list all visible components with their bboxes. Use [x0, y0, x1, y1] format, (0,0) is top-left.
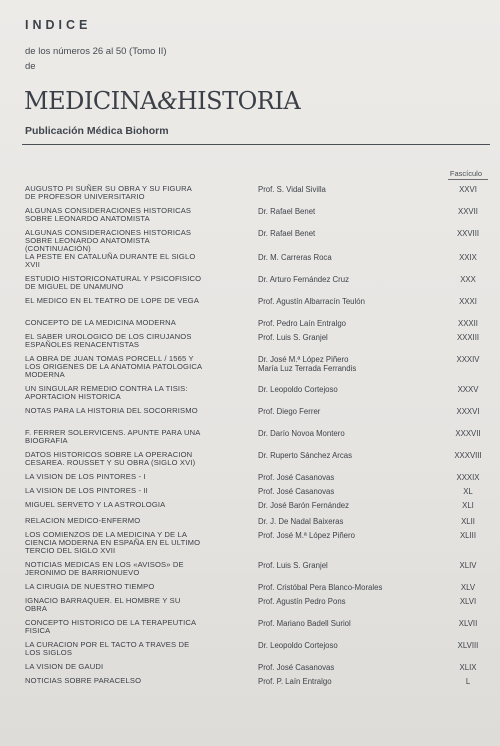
entry-author: Prof. José M.ª López Piñero [258, 531, 355, 540]
index-entry [0, 531, 500, 561]
index-entry [0, 253, 500, 275]
index-entry [0, 641, 500, 663]
entry-author: Prof. Luis S. Granjel [258, 561, 328, 570]
entry-title: LA CIRUGIA DE NUESTRO TIEMPO [25, 582, 155, 591]
entry-author: Prof. Cristóbal Pera Blanco-Morales [258, 583, 383, 592]
entry-fasciculo: XL [463, 487, 473, 496]
entry-fasciculo: XXXV [457, 385, 479, 394]
entry-author: Prof. Luis S. Granjel [258, 333, 328, 342]
entry-author: Dr. Darío Novoa Montero [258, 429, 345, 438]
entry-author: Prof. José Casanovas [258, 663, 335, 672]
entry-fasciculo: XXVIII [456, 229, 480, 238]
entry-title: LA VISION DE LOS PINTORES - I [25, 472, 146, 481]
entry-fasciculo: XXXVI [456, 407, 480, 416]
entry-fasciculo: XLVI [459, 597, 477, 606]
logo-word-medicina: MEDICINA [24, 87, 157, 115]
entry-title: AUGUSTO PI SUÑER SU OBRA Y SU FIGURA DE PROFESOR UNIVERSITARIO [25, 184, 192, 202]
volume-range: de los números 26 al 50 (Tomo II) [25, 46, 167, 57]
entry-title: IGNACIO BARRAQUER. EL HOMBRE Y SU OBRA [25, 596, 181, 614]
entry-fasciculo: XXVII [458, 207, 478, 216]
entry-author: Dr. Leopoldo Cortejoso [258, 385, 338, 394]
column-header-fasciculo: Fascículo [449, 169, 482, 178]
entry-fasciculo: XXIX [459, 253, 477, 262]
entry-author: Prof. José Casanovas [258, 473, 335, 482]
index-entry [0, 451, 500, 473]
entry-fasciculo: XLVIII [457, 641, 479, 650]
index-entry [0, 583, 500, 597]
index-entry [0, 501, 500, 517]
index-entry [0, 207, 500, 229]
entry-title: LA OBRA DE JUAN TOMAS PORCELL / 1565 Y LOS ORIGENES DE LA ANATOMIA PATOLOGICA MODERNA [25, 354, 202, 380]
entry-fasciculo: XLIX [459, 663, 477, 672]
entry-fasciculo: XLI [462, 501, 474, 510]
entry-title: EL MEDICO EN EL TEATRO DE LOPE DE VEGA [25, 296, 200, 305]
entry-author: Dr. Rafael Benet [258, 207, 316, 216]
index-entry [0, 333, 500, 355]
entry-title: MIGUEL SERVETO Y LA ASTROLOGIA [25, 500, 166, 509]
entry-author: Prof. José Casanovas [258, 487, 335, 496]
entry-title: EL SABER UROLOGICO DE LOS CIRUJANOS ESPAÑOLES RENACENTISTAS [25, 332, 192, 350]
index-entry [0, 319, 500, 333]
index-entry [0, 597, 500, 619]
entry-title: LA VISION DE GAUDI [25, 662, 104, 671]
entry-title: UN SINGULAR REMEDIO CONTRA LA TISIS: APORTACION HISTORICA [25, 384, 188, 402]
entry-author: Prof. Diego Ferrer [258, 407, 321, 416]
logo-ampersand: & [157, 86, 177, 115]
entry-author: Prof. Agustín Albarracín Teulón [258, 297, 365, 306]
entry-title: NOTICIAS SOBRE PARACELSO [25, 676, 142, 685]
index-entry [0, 487, 500, 501]
entry-title: F. FERRER SOLERVICENS. APUNTE PARA UNA BIOGRAFIA [25, 428, 201, 446]
entry-author: Dr. J. De Nadal Baixeras [258, 517, 344, 526]
entry-title: NOTAS PARA LA HISTORIA DEL SOCORRISMO [25, 406, 198, 415]
entry-author: Prof. Agustín Pedro Pons [258, 597, 346, 606]
publication-name: Publicación Médica Biohorm [25, 125, 169, 137]
entry-title: ALGUNAS CONSIDERACIONES HISTORICAS SOBRE LEONARDO ANATOMISTA (CONTINUACIÓN) [25, 228, 192, 254]
entry-title: LOS COMIENZOS DE LA MEDICINA Y DE LA CIENCIA MODERNA EN ESPAÑA EN EL ULTIMO TERCIO DEL SIGLO XVII [25, 530, 201, 556]
entry-title: ESTUDIO HISTORICONATURAL Y PSICOFISICO DE MIGUEL DE UNAMUNO [25, 274, 202, 292]
index-entry [0, 429, 500, 451]
entry-fasciculo: XXXIV [456, 355, 480, 364]
index-entry [0, 229, 500, 253]
entry-author: Prof. S. Vidal Sivilla [258, 185, 326, 194]
header-divider [22, 144, 490, 145]
entry-author: Dr. Ruperto Sánchez Arcas [258, 451, 353, 460]
entry-fasciculo: XLIII [459, 531, 477, 540]
entry-title: CONCEPTO HISTORICO DE LA TERAPEUTICA FISICA [25, 618, 196, 636]
index-entry [0, 517, 500, 531]
index-entry [0, 385, 500, 407]
entry-fasciculo: XXVI [459, 185, 477, 194]
column-header-underline [448, 179, 488, 180]
index-entry [0, 561, 500, 583]
entry-fasciculo: XXX [460, 275, 476, 284]
entry-author: Dr. José Barón Fernández [258, 501, 350, 510]
index-entry [0, 185, 500, 207]
entry-title: CONCEPTO DE LA MEDICINA MODERNA [25, 318, 176, 327]
entry-title: DATOS HISTORICOS SOBRE LA OPERACION CESAREA. ROUSSET Y SU OBRA (SIGLO XVI) [25, 450, 196, 468]
entry-author: Dr. Arturo Fernández Cruz [258, 275, 350, 284]
entry-title: ALGUNAS CONSIDERACIONES HISTORICAS SOBRE LEONARDO ANATOMISTA [25, 206, 192, 224]
entry-author: Prof. Mariano Badell Suriol [258, 619, 351, 628]
entry-fasciculo: XLII [461, 517, 475, 526]
index-entry [0, 663, 500, 677]
index-entry [0, 473, 500, 487]
entry-title: LA PESTE EN CATALUÑA DURANTE EL SIGLO XVII [25, 252, 196, 270]
index-entry [0, 407, 500, 429]
index-heading: INDICE [25, 18, 92, 32]
entry-fasciculo: XXXVII [455, 429, 481, 438]
entry-author: Dr. Leopoldo Cortejoso [258, 641, 338, 650]
entry-fasciculo: L [465, 677, 471, 686]
index-entry [0, 275, 500, 297]
entry-fasciculo: XXXIII [456, 333, 480, 342]
entry-fasciculo: XXXII [458, 319, 478, 328]
entry-title: RELACION MEDICO-ENFERMO [25, 516, 141, 525]
entry-fasciculo: XXXIX [456, 473, 480, 482]
volume-range-de: de [25, 61, 36, 72]
logo-word-historia: HISTORIA [176, 87, 301, 115]
index-entry [0, 619, 500, 641]
medicina-historia-logo [24, 86, 300, 116]
entry-title: NOTICIAS MEDICAS EN LOS «AVISOS» DE JERONIMO DE BARRIONUEVO [25, 560, 184, 578]
entry-author: Prof. Pedro Laín Entralgo [258, 319, 346, 328]
entry-fasciculo: XXXI [459, 297, 477, 306]
entry-author: Dr. José M.ª López Piñero María Luz Terrada Ferrandis [258, 355, 357, 373]
index-entry [0, 355, 500, 385]
entry-fasciculo: XLIV [459, 561, 477, 570]
entry-title: LA CURACION POR EL TACTO A TRAVES DE LOS SIGLOS [25, 640, 190, 658]
entry-fasciculo: XXXVIII [454, 451, 482, 460]
entry-author: Dr. Rafael Benet [258, 229, 316, 238]
entry-fasciculo: XLVII [458, 619, 478, 628]
index-entry [0, 677, 500, 691]
entry-author: Dr. M. Carreras Roca [258, 253, 332, 262]
entry-fasciculo: XLV [460, 583, 476, 592]
entry-author: Prof. P. Laín Entralgo [258, 677, 332, 686]
index-entry [0, 297, 500, 319]
entry-title: LA VISION DE LOS PINTORES - II [25, 486, 148, 495]
